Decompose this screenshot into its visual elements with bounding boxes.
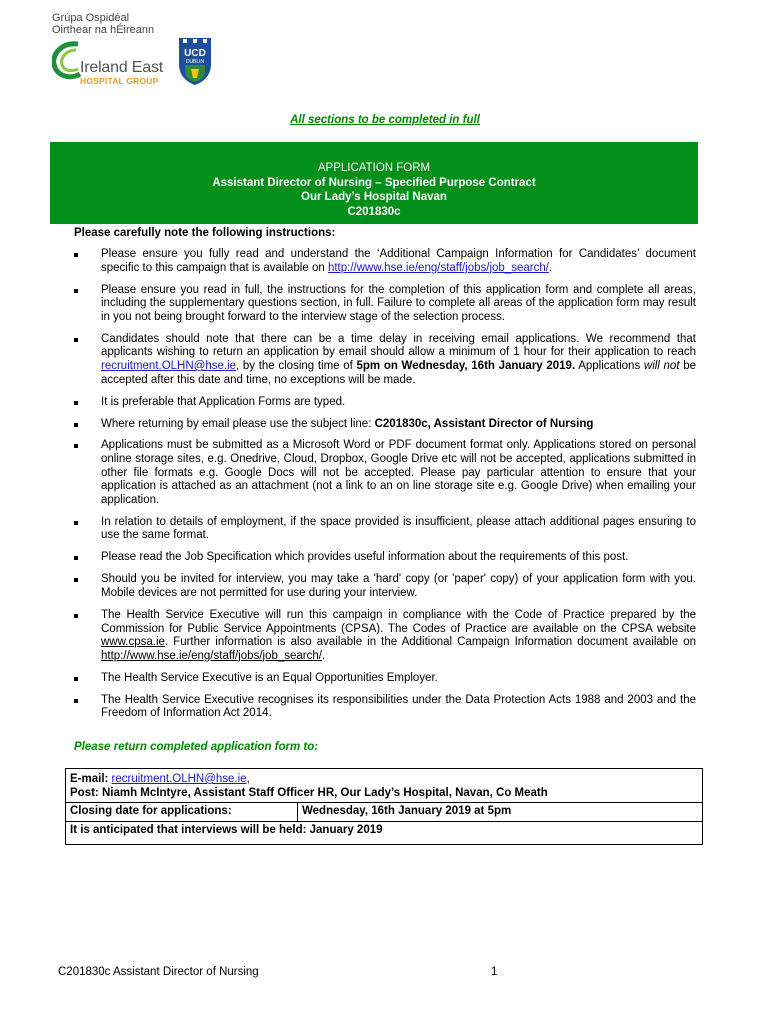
- form-title: APPLICATION FORM: [317, 162, 431, 174]
- logo-irish-line2: Oirthear na hÉireann: [52, 24, 155, 36]
- instructions-title: Please carefully note the following instructions:: [74, 227, 336, 239]
- swirl-icon: [52, 38, 82, 84]
- instruction-text: Please ensure you fully read and understand the ‘Additional Campaign Information for Candidates’ document specific to this campaign that is available on: [101, 248, 696, 274]
- bullet-icon: [74, 699, 78, 703]
- campaign-code: C201830c: [347, 205, 401, 218]
- instruction-text: It is preferable that Application Forms are typed.: [101, 395, 346, 408]
- bullet-icon: [74, 556, 78, 560]
- instruction-text: The Health Service Executive will run this campaign in compliance with the Code of Practice prepared by the Commission for Public Service Appointments (CPSA). The Codes of Practice are available on the CPSA website: [101, 608, 696, 635]
- application-form-header: [50, 142, 698, 224]
- instruction-text: In relation to details of employment, if the space provided is insufficient, please attach additional pages ensuring to use the same format.: [101, 515, 696, 542]
- instruction-text: Candidates should note that there can be a time delay in receiving email applications. We recommend that applicants wishing to return an application by email should allow a minimum of 1 hour for their application to reach: [101, 332, 696, 359]
- instruction-item: [74, 333, 696, 387]
- instruction-text: .: [548, 261, 553, 274]
- ucd-subtext: DUBLIN: [185, 59, 205, 65]
- closing-time-text: 5pm on Wednesday, 16th January 2019.: [356, 359, 576, 372]
- instruction-text: .: [321, 649, 326, 662]
- email-suffix: ,: [246, 773, 250, 785]
- instruction-item: [74, 694, 696, 721]
- instruction-item: [74, 551, 696, 565]
- closing-date-value: Wednesday, 16th January 2019 at 5pm: [298, 803, 703, 822]
- instruction-item: [74, 284, 696, 325]
- instruction-item: [74, 439, 696, 507]
- recruitment-email-link[interactable]: recruitment.OLHN@hse.ie: [101, 359, 237, 372]
- instruction-text: Please ensure you read in full, the instructions for the completion of this application form and complete all areas, including the supplementary questions section, in full. Failure to complete all areas of the application form may result in you not being brought forward to the interview stage of the selection process.: [101, 283, 696, 323]
- bullet-icon: [74, 677, 78, 681]
- emphasis-text: will not: [643, 359, 680, 372]
- instruction-text: be accepted after this date and time, no exceptions will be made.: [101, 359, 696, 386]
- instruction-text: . Further information is also available in the Additional Campaign Information document available on: [164, 636, 696, 649]
- instruction-item: [74, 248, 696, 275]
- ireland-east-logo: [52, 12, 252, 92]
- bullet-icon: [74, 401, 78, 405]
- contact-details-cell: [66, 769, 703, 803]
- instruction-item: [74, 609, 696, 663]
- ucd-text: UCD: [184, 48, 206, 59]
- logo-name: Ireland East: [80, 59, 163, 76]
- instruction-text: Applications: [575, 359, 644, 372]
- interview-note: It is anticipated that interviews will be held: January 2019: [66, 821, 703, 845]
- instruction-text: Where returning by email please use the subject line:: [101, 417, 375, 430]
- bullet-icon: [74, 578, 78, 582]
- instruction-text: The Health Service Executive recognises its responsibilities under the Data Protection Acts 1988 and 2003 and the Freedom of Information Act 2014.: [101, 693, 696, 720]
- bullet-icon: [74, 614, 78, 618]
- bullet-icon: [74, 289, 78, 293]
- instruction-item: [74, 516, 696, 543]
- instruction-item: [74, 573, 696, 600]
- page-number: 1: [491, 966, 498, 978]
- bullet-icon: [74, 521, 78, 525]
- instruction-text: Applications must be submitted as a Microsoft Word or PDF document format only. Applications stored on personal online storage sites, e.g. Onedrive, Cloud, Dropbox, Google Drive etc will not be accepted, applications submitted in other file formats e.g. Google Docs will not be accepted. Please pay particular attention to ensure that your application is attached as an attachment (not a link to an on line storage site e.g. Google Drive) when emailing your application.: [101, 439, 696, 506]
- hospital-name: Our Lady’s Hospital Navan: [301, 191, 447, 203]
- closing-date-label: Closing date for applications:: [66, 803, 298, 822]
- post-address: Post: Niamh McIntyre, Assistant Staff Officer HR, Our Lady’s Hospital, Navan, Co Meath: [70, 786, 548, 799]
- instruction-text: The Health Service Executive is an Equal Opportunities Employer.: [101, 671, 438, 684]
- ucd-crest-icon: [175, 34, 215, 86]
- post-title: Assistant Director of Nursing – Specified Purpose Contract: [212, 176, 536, 189]
- bullet-icon: [74, 444, 78, 448]
- return-title: Please return completed application form to:: [74, 741, 319, 753]
- bullet-icon: [74, 338, 78, 342]
- contact-table: [65, 768, 703, 845]
- bullet-icon: [74, 253, 78, 257]
- instruction-item: [74, 418, 696, 432]
- instructions-list: [74, 248, 696, 729]
- contact-email-link[interactable]: recruitment.OLHN@hse.ie: [111, 773, 247, 785]
- instruction-item: [74, 672, 696, 686]
- logo-sub: HOSPITAL GROUP: [80, 76, 159, 86]
- job-search-link[interactable]: http://www.hse.ie/eng/staff/jobs/job_search/: [101, 649, 322, 662]
- instruction-text: Should you be invited for interview, you may take a 'hard' copy (or 'paper' copy) of your application form with you. Mobile devices are not permitted for use during your interview.: [101, 573, 696, 599]
- cpsa-link[interactable]: www.cpsa.ie: [101, 636, 165, 649]
- footer-title: C201830c Assistant Director of Nursing: [58, 966, 259, 978]
- bullet-icon: [74, 423, 78, 427]
- instruction-item: [74, 396, 696, 410]
- email-label: E-mail:: [70, 773, 109, 785]
- job-search-link[interactable]: http://www.hse.ie/eng/staff/jobs/job_search/: [327, 261, 549, 274]
- logo-irish-line1: Grúpa Ospidéal: [52, 12, 130, 24]
- sections-note: All sections to be completed in full: [290, 114, 480, 126]
- instruction-text: Please read the Job Specification which provides useful information about the requirements of this post.: [101, 551, 629, 564]
- instruction-text: , by the closing time of: [236, 359, 357, 372]
- subject-line-text: C201830c, Assistant Director of Nursing: [374, 417, 594, 430]
